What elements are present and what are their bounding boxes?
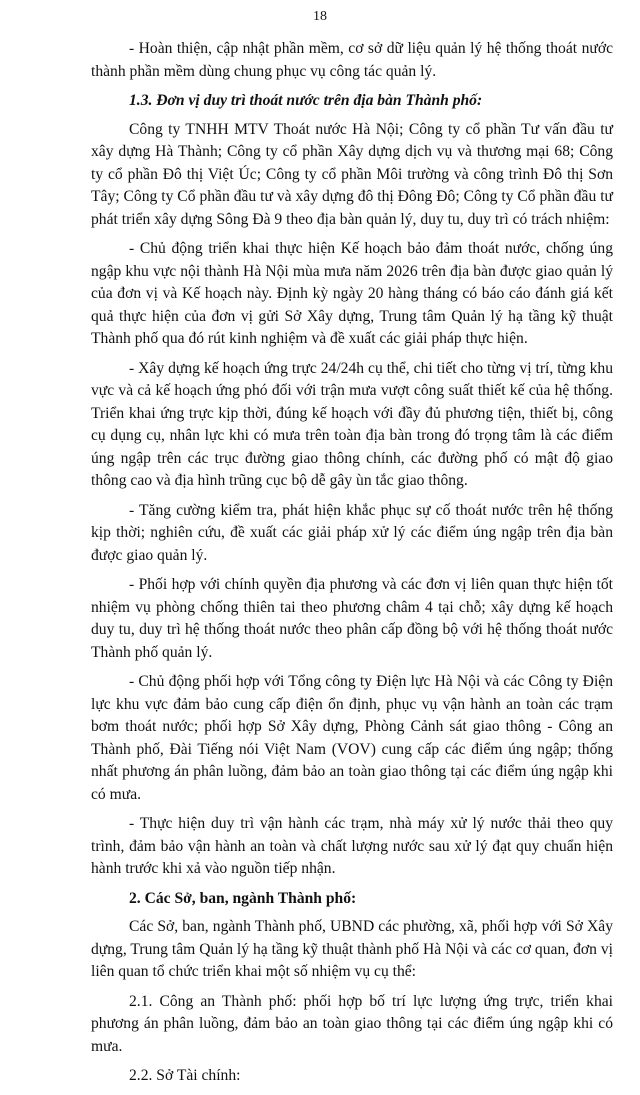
section-heading: 2. Các Sở, ban, ngành Thành phố:: [129, 889, 357, 907]
section-heading: 1.3. Đơn vị duy trì thoát nước trên địa bàn Thành phố:: [129, 92, 483, 109]
body-paragraph: - Tăng cường kiểm tra, phát hiện khắc phục sự cố thoát nước trên hệ thống kịp thời; nghiên cứu, đề xuất các giải pháp xử lý các điểm úng ngập trên địa bàn được giao quản lý.: [91, 501, 613, 564]
body-paragraph: - Chủ động phối hợp với Tổng công ty Điện lực Hà Nội và các Công ty Điện lực khu vực đảm bảo cung cấp điện ổn định, phục vụ vận hành an toàn các trạm bơm thoát nước; phối hợp Sở Xây dựng, Phòng Cảnh sát giao thông - Công an Thành phố, Đài Tiếng nói Việt Nam (VOV) cung cấp các điểm úng ngập; thống nhất phương án phân luồng, đảm bảo an toàn giao thông tại các điểm úng ngập khi có mưa.: [91, 673, 613, 803]
body-paragraph: - Phối hợp với chính quyền địa phương và các đơn vị liên quan thực hiện tốt nhiệm vụ phòng chống thiên tai theo phương châm 4 tại chỗ; xây dựng kế hoạch duy tu, duy trì hệ thống thoát nước theo phân cấp đồng bộ với hệ thống thoát nước Thành phố quản lý.: [91, 576, 613, 661]
document-body: [91, 38, 613, 1095]
body-paragraph: - Xây dựng kế hoạch ứng trực 24/24h cụ thể, chi tiết cho từng vị trí, từng khu vực và cả kế hoạch ứng phó đối với trận mưa vượt công suất thiết kế của hệ thống. Triển khai ứng trực kịp thời, đúng kế hoạch với đầy đủ phương tiện, thiết bị, công cụ dụng cụ, nhân lực khi có mưa trên toàn địa bàn trong đó trọng tâm là các điểm úng ngập trên các trục đường giao thông chính, các đường phố có mật độ giao thông cao và địa hình trũng cục bộ dễ gây ùn tắc giao thông.: [91, 359, 613, 489]
body-paragraph: - Hoàn thiện, cập nhật phần mềm, cơ sở dữ liệu quản lý hệ thống thoát nước thành phần mềm dùng chung phục vụ công tác quản lý.: [91, 40, 613, 80]
body-paragraph: - Chủ động triển khai thực hiện Kế hoạch bảo đảm thoát nước, chống úng ngập khu vực nội thành Hà Nội mùa mưa năm 2026 trên địa bàn được giao quản lý của đơn vị và Kế hoạch này. Định kỳ ngày 20 hàng tháng có báo cáo đánh giá kết quả thực hiện của đơn vị gửi Sở Xây dựng, Trung tâm Quản lý hạ tầng kỹ thuật Thành phố qua đó rút kinh nghiệm và đề xuất các giải pháp thực hiện.: [91, 240, 613, 347]
body-paragraph: Các Sở, ban, ngành Thành phố, UBND các phường, xã, phối hợp với Sở Xây dựng, Trung tâm Quản lý hạ tầng kỹ thuật thành phố Hà Nội và các cơ quan, đơn vị liên quan tổ chức triển khai một số nhiệm vụ cụ thể:: [91, 918, 613, 980]
body-paragraph: - Thực hiện duy trì vận hành các trạm, nhà máy xử lý nước thải theo quy trình, đảm bảo vận hành an toàn và chất lượng nước sau xử lý đạt quy chuẩn hiện hành trước khi xả vào nguồn tiếp nhận.: [91, 815, 613, 877]
page-number: 18: [313, 9, 327, 24]
body-paragraph: 2.1. Công an Thành phố: phối hợp bố trí lực lượng ứng trực, triển khai phương án phân luồng, đảm bảo an toàn giao thông tại các điểm úng ngập khi có mưa.: [91, 992, 613, 1055]
body-paragraph: 2.2. Sở Tài chính:: [129, 1067, 241, 1084]
body-paragraph: Công ty TNHH MTV Thoát nước Hà Nội; Công ty cổ phần Tư vấn đầu tư xây dựng Hà Thành; Công ty cổ phần Xây dựng dịch vụ và thương mại 68; Công ty cổ phần Đô thị Việt Úc; Công ty cổ phần Môi trường và công trình Đô thị Sơn Tây; Công ty Cổ phần đầu tư và xây dựng đô thị Đông Đô; Công ty Cổ phần đầu tư phát triển xây dựng Sông Đà 9 theo địa bàn quản lý, duy tu, duy trì có trách nhiệm:: [91, 120, 613, 228]
